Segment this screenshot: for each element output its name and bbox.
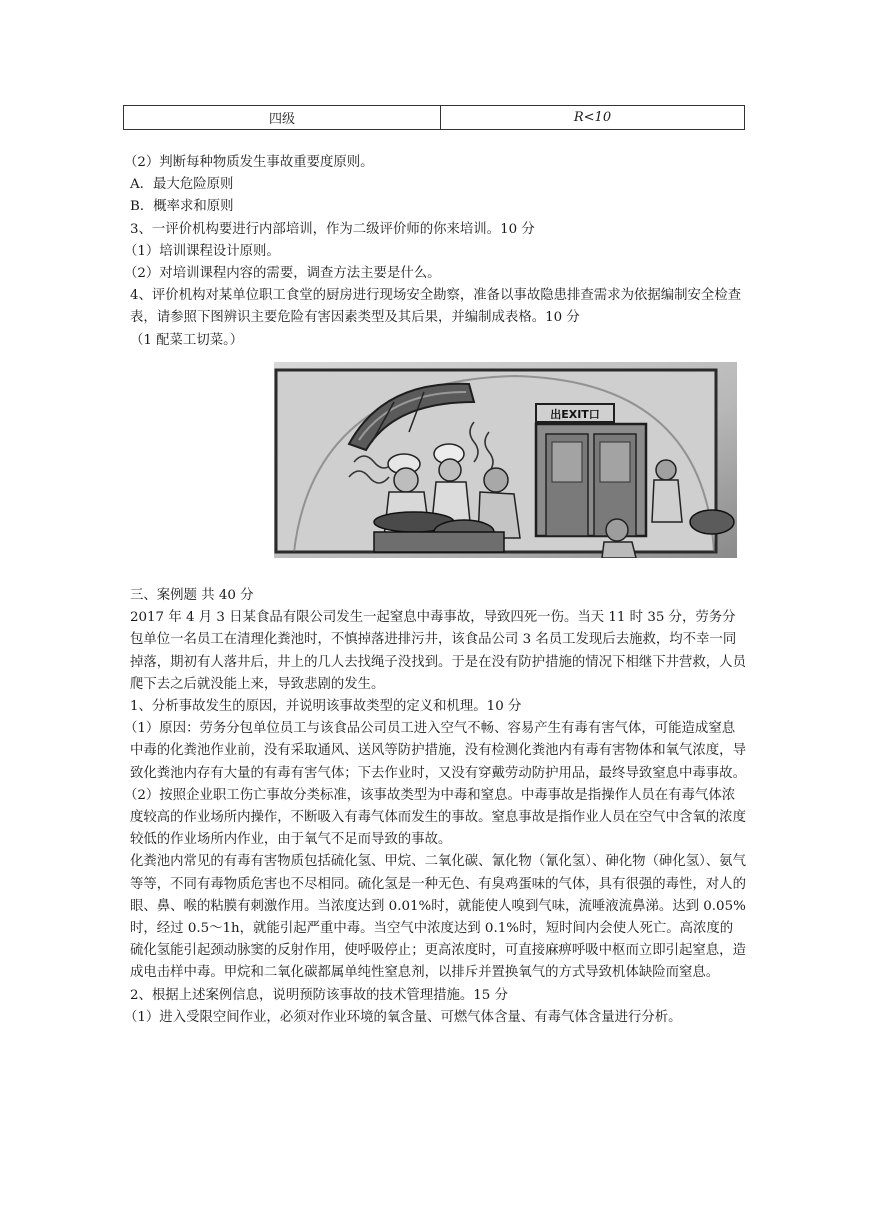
paragraph: 化粪池内常见的有毒有害物质包括硫化氢、甲烷、二氧化碳、氰化物（氰化氢）、砷化物（砷化氢）、氨气等等，不同有毒物质危害也不尽相同。硫化氢是一种无色、有臭鸡蛋味的气体，具有很强的毒性，对人的眼、鼻、喉的粘膜有刺激作用。当浓度达到 0.01%时，就能使人嗅到气味，流唾液流鼻涕。达到 0.05%时，经过 0.5～1h，就能引起严重中毒。当空气中浓度达到 0.1%时，短时间内会使人死亡。高浓度的硫化氢能引起颈动脉窦的反射作用，使呼吸停止；更高浓度时，可直接麻痹呼吸中枢而立即引起窒息，造成电击样中毒。甲烷和二氧化碳都属单纯性窒息剂，以排斥并置换氧气的方式导致机体缺险而窒息。: [130, 854, 746, 981]
paragraph: A．最大危险原则: [130, 177, 234, 193]
risk-grade-table: [123, 105, 745, 130]
kitchen-illustration: [274, 362, 737, 558]
table-row: [124, 106, 745, 130]
paragraph: 1、分析事故发生的原因，并说明该事故类型的定义和机理。10 分: [130, 699, 522, 715]
section-heading: 三、案例题 共 40 分: [130, 588, 254, 603]
paragraph: （2）对培训课程内容的需要，调查方法主要是什么。: [124, 266, 441, 282]
question-section: [124, 152, 746, 352]
paragraph: 2、根据上述案例信息，说明预防该事故的技术管理措施。15 分: [130, 987, 508, 1003]
grade-condition-cell: R<10: [441, 106, 745, 130]
paragraph: 2017 年 4 月 3 日某食品有限公司发生一起窒息中毒事故，导致四死一伤。当天 11 时 35 分，劳务分包单位一名员工在清理化粪池时，不慎掉落进排污井，该食品公司 3 名员工发现后去施救，均不幸一同掉落，期初有人落井后，井上的几人去找绳子没找到。于是在没有防护措施的情况下相继下井营救，人员爬下去之后就没能上来，导致悲剧的发生。: [130, 610, 746, 692]
paragraph: （2）判断每种物质发生事故重要度原则。: [124, 155, 374, 170]
case-study-section: [124, 585, 746, 1029]
paragraph: （1）培训课程设计原则。: [124, 243, 280, 259]
paragraph: B．概率求和原则: [130, 199, 234, 215]
paragraph: 4、评价机构对某单位职工食堂的厨房进行现场安全勘察，准备以事故隐患排查需求为依据编制安全检查表，请参照下图辨识主要危险有害因素类型及其后果，并编制成表格。10 分: [130, 288, 742, 326]
kitchen-scene-drawing: [274, 362, 737, 558]
exit-sign-text: 出EXIT口: [550, 408, 600, 421]
paragraph: （1 配菜工切菜。）: [130, 332, 244, 348]
paragraph: 3、一评价机构要进行内部培训，作为二级评价师的你来培训。10 分: [130, 221, 535, 237]
grade-level-cell: 四级: [124, 106, 441, 130]
exit-door: [536, 424, 646, 536]
paragraph: （1）进入受限空间作业，必须对作业环境的氧含量、可燃气体含量、有毒气体含量进行分析。: [124, 1009, 682, 1025]
paragraph: （2）按照企业职工伤亡事故分类标准，该事故类型为中毒和窒息。中毒事故是指操作人员在有毒气体浓度较高的作业场所内操作，不断吸入有毒气体而发生的事故。窒息事故是指作业人员在空气中含氧的浓度较低的作业场所内作业，由于氧气不足而导致的事故。: [124, 787, 746, 848]
paragraph: （1）原因：劳务分包单位员工与该食品公司员工进入空气不畅、容易产生有毒有害气体，可能造成窒息中毒的化粪池作业前，没有采取通风、送风等防护措施，没有检测化粪池内有毒有害物体和氧气浓度，导致化粪池内存有大量的有毒有害气体；下去作业时，又没有穿戴劳动防护用品，最终导致窒息中毒事故。: [124, 721, 746, 781]
